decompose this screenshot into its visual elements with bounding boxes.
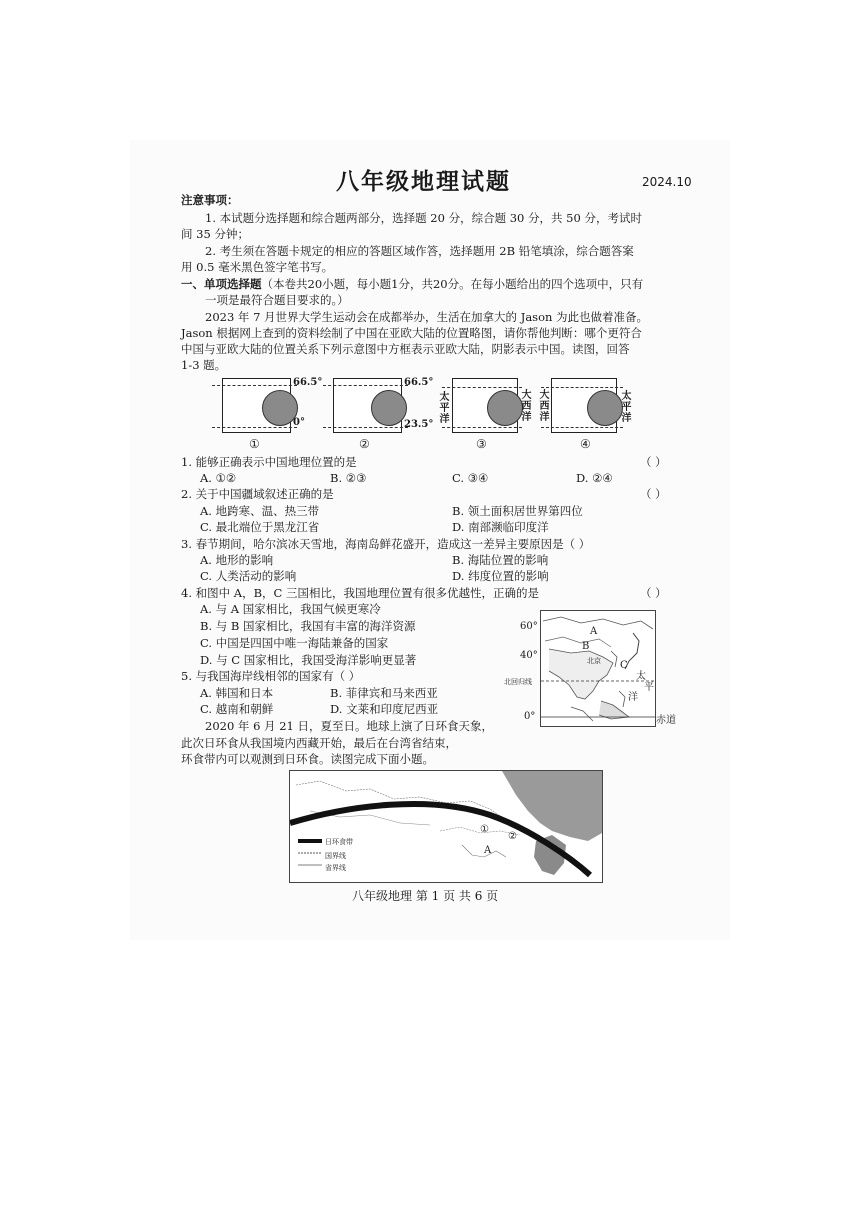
question-3-option-c[interactable]: C. 人类活动的影响 (200, 569, 297, 583)
question-1-option-a[interactable]: A. ①② (200, 471, 237, 485)
question-5-stem: 5. 与我国海岸线相邻的国家有（ ） (181, 669, 361, 683)
question-1-stem: 1. 能够正确表示中国地理位置的是 (181, 455, 357, 469)
question-2-option-c[interactable]: C. 最北端位于黑龙江省 (200, 520, 320, 534)
intro-line-1: 2023 年 7 月世界大学生运动会在成都举办，生活在加拿大的 Jason 为此也做着准备。 (205, 310, 649, 324)
map1-country-c: C (620, 660, 628, 671)
diagram-3-atlantic-label: 大西洋 (521, 390, 532, 423)
diagram-1-lat-line-bottom (212, 427, 297, 428)
question-2-paren: （ ） (640, 487, 667, 501)
question-4-option-b[interactable]: B. 与 B 国家相比，我国有丰富的海洋资源 (200, 619, 416, 633)
eclipse-legend-band: 日环食带 (325, 838, 353, 846)
eclipse-marker-1: ① (480, 824, 489, 835)
eclipse-legend-provincial-border: 省界线 (325, 864, 346, 872)
section-desc-line-1: （本卷共20小题，每小题1分，共20分。在每小题给出的四个选项中，只有 (261, 277, 644, 291)
eclipse-line-1: 2020 年 6 月 21 日，夏至日。地球上演了日环食天象， (205, 719, 493, 733)
map1-country-a: A (590, 626, 598, 637)
question-4-stem: 4. 和图中 A，B，C 三国相比，我国地理位置有很多优越性，正确的是 (181, 586, 539, 600)
question-2-option-b[interactable]: B. 领土面积居世界第四位 (452, 504, 583, 518)
diagram-4-china (587, 390, 623, 426)
question-5-option-d[interactable]: D. 文莱和印度尼西亚 (330, 702, 439, 716)
diagram-3-china (487, 390, 523, 426)
map1-tropic-label: 北回归线 (504, 678, 532, 686)
question-2-option-d[interactable]: D. 南部濒临印度洋 (452, 520, 549, 534)
diagram-3-lat-line-bottom (442, 427, 522, 428)
eclipse-marker-2: ② (508, 831, 517, 842)
eclipse-line-2: 此次日环食从我国境内西藏开始，最后在台湾省结束， (181, 736, 457, 750)
map1-lat-60: 60° (520, 621, 538, 632)
question-1-paren: （ ） (640, 455, 667, 469)
diagram-2-lat-665: 66.5° (404, 377, 434, 388)
diagram-4-atlantic-label: 大西洋 (539, 390, 550, 423)
question-5-option-c[interactable]: C. 越南和朝鲜 (200, 702, 274, 716)
question-4-option-c[interactable]: C. 中国是四国中唯一海陆兼备的国家 (200, 636, 389, 650)
diagram-1-label: ① (249, 437, 260, 451)
notice-item-2-line-2: 用 0.5 毫米黑色签字笔书写。 (181, 260, 334, 274)
question-1-option-b[interactable]: B. ②③ (330, 471, 367, 485)
diagram-4-lat-line-bottom (541, 427, 623, 428)
question-2-stem: 2. 关于中国疆域叙述正确的是 (181, 487, 334, 501)
diagram-4-label: ④ (580, 437, 591, 451)
question-1-option-d[interactable]: D. ②④ (576, 471, 613, 485)
notice-item-1-line-1: 1. 本试题分选择题和综合题两部分，选择题 20 分，综合题 30 分，共 50 分，考试时 (205, 211, 642, 225)
diagram-2-label: ② (359, 437, 370, 451)
diagram-3-lat-line-top (442, 387, 522, 388)
question-3-option-d[interactable]: D. 纬度位置的影响 (452, 569, 549, 583)
map1-ocean-char-2: 平 (644, 682, 654, 693)
map1-beijing: 北京 (587, 657, 601, 665)
notice-item-1-line-2: 间 35 分钟； (181, 227, 249, 241)
eclipse-legend-national-border: 国界线 (325, 852, 346, 860)
question-5-option-a[interactable]: A. 韩国和日本 (200, 686, 274, 700)
diagram-1-lat-line-top (212, 385, 297, 386)
map1-equator-label: 赤道 (656, 715, 676, 726)
question-3-option-b[interactable]: B. 海陆位置的影响 (452, 553, 549, 567)
notice-heading: 注意事项： (181, 193, 239, 207)
eclipse-marker-a: A (484, 845, 492, 856)
exam-date: 2024.10 (642, 175, 692, 189)
question-4-option-d[interactable]: D. 与 C 国家相比，我国受海洋影响更显著 (200, 653, 417, 667)
question-2-option-a[interactable]: A. 地跨寒、温、热三带 (200, 504, 320, 518)
question-1-option-c[interactable]: C. ③④ (452, 471, 489, 485)
map1-lat-0: 0° (524, 711, 536, 722)
diagram-3-label: ③ (476, 437, 487, 451)
diagram-2-lat-line-top (323, 385, 408, 386)
map1-ocean-char-1: 太 (636, 671, 646, 682)
notice-item-2-line-1: 2. 考生须在答题卡规定的相应的答题区域作答，选择题用 2B 铅笔填涂，综合题答案 (205, 244, 634, 258)
map1-lat-40: 40° (520, 650, 538, 661)
intro-line-4: 1-3 题。 (181, 358, 227, 372)
question-4-paren: （ ） (640, 586, 667, 600)
intro-line-3: 中国与亚欧大陆的位置关系下列示意图中方框表示亚欧大陆，阴影表示中国。读图，回答 (181, 342, 630, 356)
page-footer: 八年级地理 第 1 页 共 6 页 (352, 889, 499, 903)
question-4-option-a[interactable]: A. 与 A 国家相比，我国气候更寒冷 (200, 602, 381, 616)
diagram-1-lat-665: 66.5° (293, 377, 323, 388)
eclipse-line-3: 环食带内可以观测到日环食。读图完成下面小题。 (181, 752, 434, 766)
diagram-2-china (371, 390, 407, 426)
question-3-stem: 3. 春节期间，哈尔滨冰天雪地，海南岛鲜花盛开，造成这一差异主要原因是（ ） (181, 537, 591, 551)
map1-country-b: B (582, 641, 590, 652)
diagram-3-pacific-label: 太平洋 (439, 392, 450, 425)
page-title: 八年级地理试题 (336, 168, 511, 195)
diagram-2-lat-line-bottom (323, 427, 408, 428)
diagram-4-lat-line-top (541, 387, 623, 388)
map1-ocean-char-3: 洋 (628, 692, 638, 703)
section-heading-row (181, 276, 643, 292)
diagram-2-lat-235: 23.5° (404, 419, 434, 430)
section-desc-line-2: 一项是最符合题目要求的。） (205, 293, 349, 307)
intro-line-2: Jason 根据网上查到的资料绘制了中国在亚欧大陆的位置略图，请你帮他判断：哪个更符合 (181, 326, 642, 340)
section-heading: 一、单项选择题 (181, 277, 262, 291)
diagram-1-lat-0: 0° (293, 417, 305, 428)
question-5-option-b[interactable]: B. 菲律宾和马来西亚 (330, 686, 438, 700)
diagram-4-pacific-label: 太平洋 (621, 391, 632, 424)
question-3-option-a[interactable]: A. 地形的影响 (200, 553, 274, 567)
